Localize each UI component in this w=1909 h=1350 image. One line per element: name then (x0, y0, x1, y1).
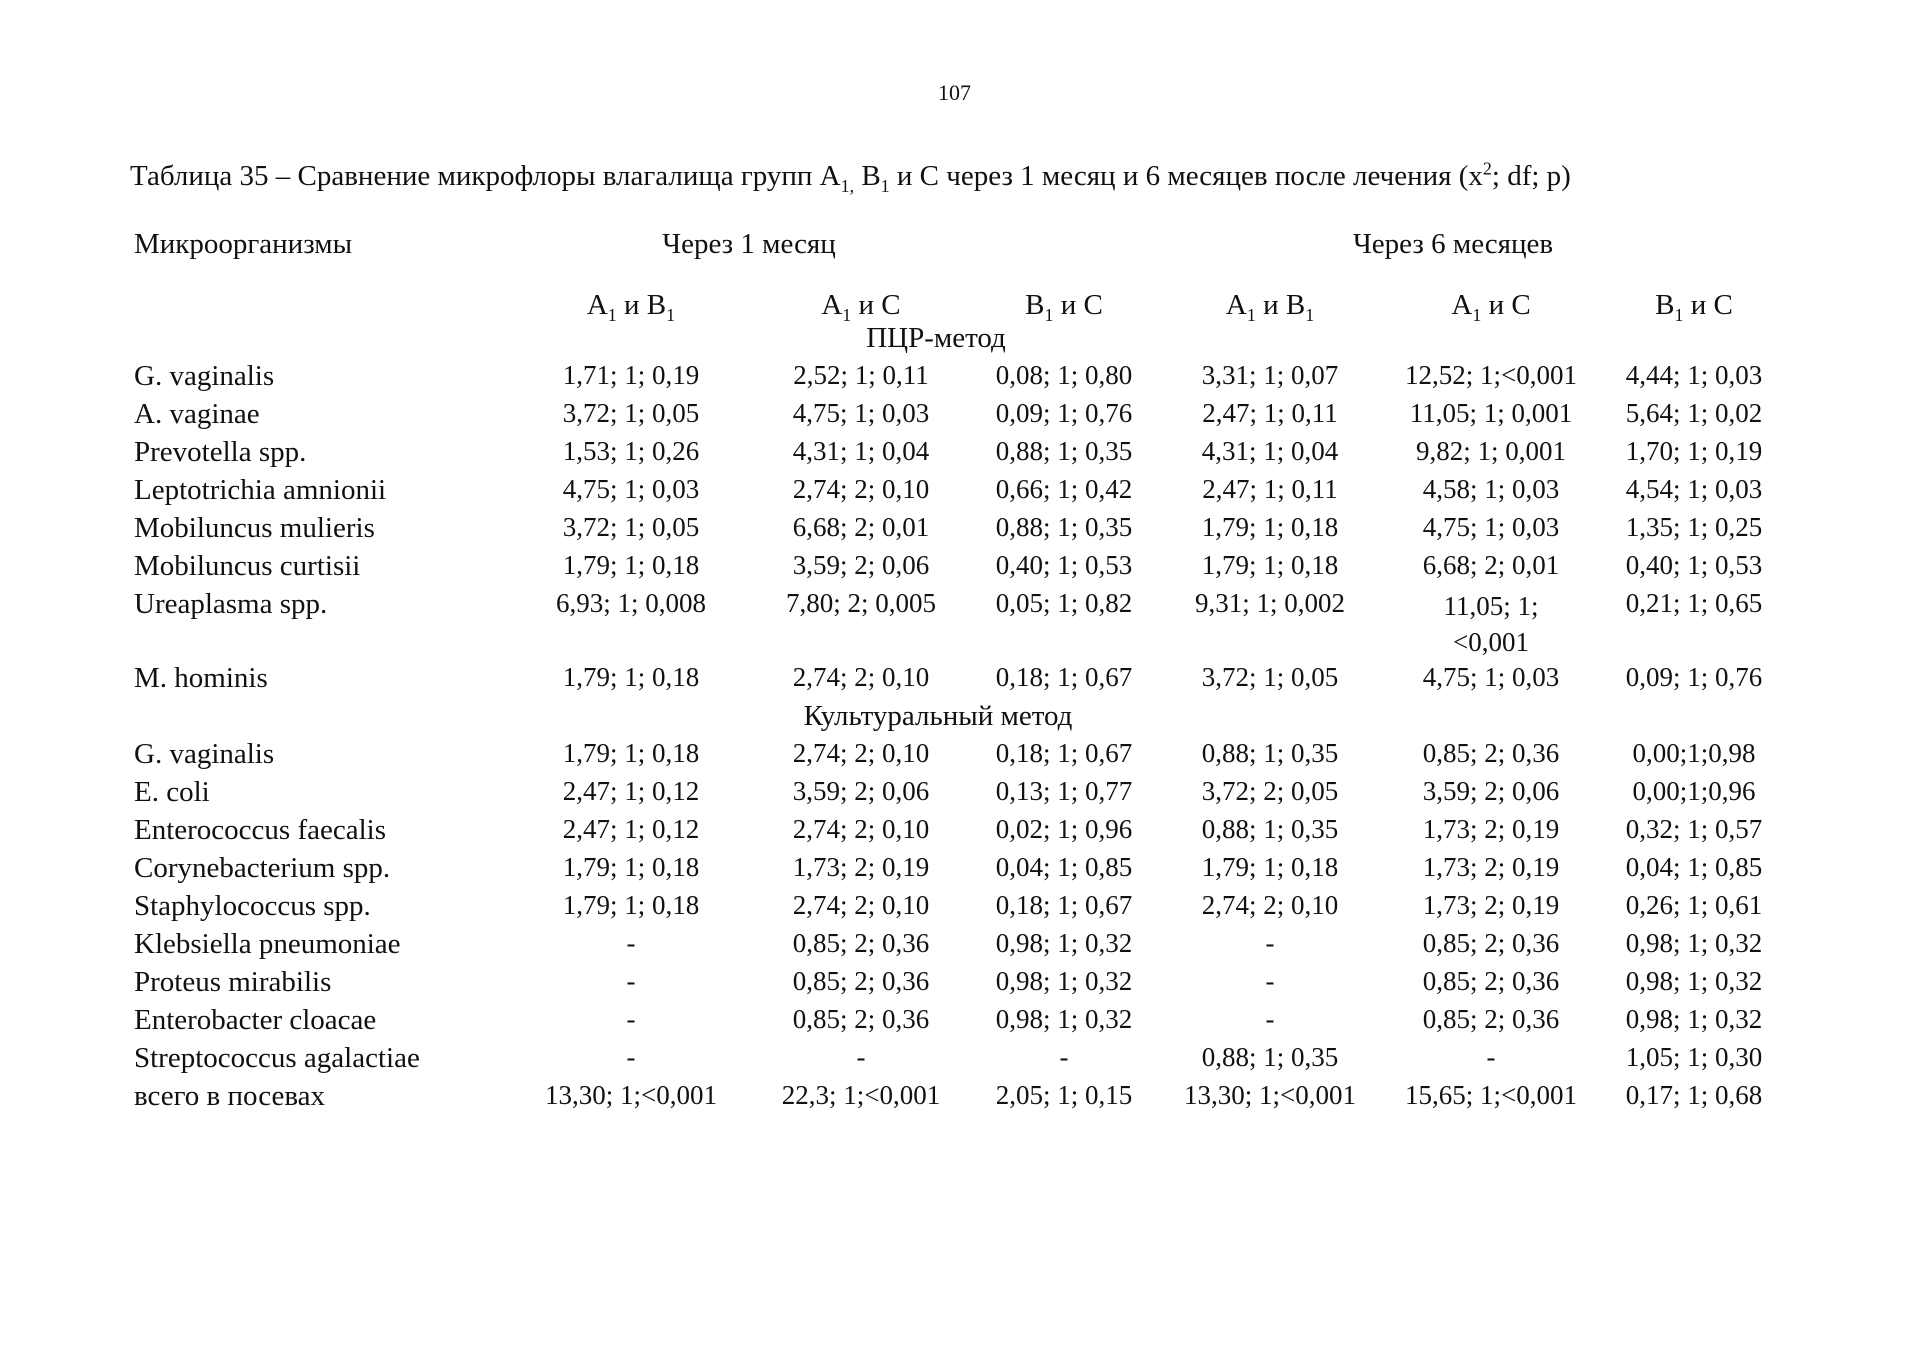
stat-cell: 0,98; 1; 0,32 (995, 928, 1133, 958)
stat-cell: 0,32; 1; 0,57 (1625, 814, 1763, 844)
microorganism-name: Enterobacter cloacae (134, 1004, 377, 1036)
group-header-part: А (1225, 289, 1247, 321)
stat-cell: 1,73; 2; 0,19 (1422, 814, 1560, 844)
stat-cell: 0,98; 1; 0,32 (995, 1004, 1133, 1034)
group-header-part: и В (1255, 289, 1306, 321)
group-header-part: 1 (607, 304, 617, 325)
stat-cell: 1,70; 1; 0,19 (1625, 436, 1763, 466)
stat-cell: 2,52; 1; 0,11 (793, 360, 929, 390)
table-row (134, 928, 1788, 966)
stat-cell: 12,52; 1;<0,001 (1405, 360, 1578, 390)
stat-cell: 0,18; 1; 0,67 (995, 662, 1133, 692)
stat-cell: 1,05; 1; 0,30 (1625, 1042, 1763, 1072)
stat-cell: 4,75; 1; 0,03 (1422, 512, 1560, 542)
group-header-part: 1 (842, 304, 852, 325)
microorganisms-header: Микроорганизмы (134, 228, 353, 260)
stat-cell: 0,09; 1; 0,76 (995, 398, 1133, 428)
stat-cell: 0,98; 1; 0,32 (995, 966, 1133, 996)
stat-cell: 1,79; 1; 0,18 (562, 738, 700, 768)
stat-cell: 4,44; 1; 0,03 (1625, 360, 1763, 390)
stat-cell: 1,73; 2; 0,19 (1422, 852, 1560, 882)
stat-cell: 4,31; 1; 0,04 (1201, 436, 1339, 466)
stat-cell: 1,79; 1; 0,18 (562, 662, 700, 692)
stat-cell: 4,58; 1; 0,03 (1422, 474, 1560, 504)
stat-cell: 0,26; 1; 0,61 (1625, 890, 1763, 920)
stat-cell: 11,05; 1; 0,001 (1409, 398, 1573, 428)
stat-cell: 3,59; 2; 0,06 (792, 776, 930, 806)
microorganism-name: Prevotella spp. (134, 436, 307, 468)
group-header (1600, 286, 1788, 325)
table-caption (130, 158, 1830, 196)
caption-sub-2: 1 (880, 175, 890, 196)
stat-cell: 2,74; 2; 0,10 (792, 814, 930, 844)
table-row (134, 776, 1788, 814)
stat-cell: 4,75; 1; 0,03 (1422, 662, 1560, 692)
group-header (970, 286, 1158, 325)
group-header-blank (134, 286, 510, 322)
stat-cell: 2,47; 1; 0,12 (562, 814, 700, 844)
stat-cell: 0,04; 1; 0,85 (995, 852, 1133, 882)
stat-cell: 3,59; 2; 0,06 (1422, 776, 1560, 806)
stat-cell: 0,88; 1; 0,35 (1201, 1042, 1339, 1072)
stat-cell: 0,98; 1; 0,32 (1625, 1004, 1763, 1034)
group-header-part: А (821, 289, 843, 321)
stat-cell: 0,85; 2; 0,36 (792, 966, 930, 996)
stat-cell: 22,3; 1;<0,001 (781, 1080, 941, 1110)
culture-method-section-label: Культуральный метод (803, 700, 1073, 732)
stat-cell: - (1265, 1004, 1275, 1034)
group-header-part: и С (851, 289, 901, 321)
stat-cell: 6,93; 1; 0,008 (555, 588, 706, 618)
stat-cell: 0,40; 1; 0,53 (1625, 550, 1763, 580)
stat-cell: 0,98; 1; 0,32 (1625, 966, 1763, 996)
stat-cell: 0,85; 2; 0,36 (792, 1004, 930, 1034)
group-header-row (134, 286, 1788, 322)
stat-cell: 7,80; 2; 0,005 (785, 588, 936, 618)
group-header-part: и В (616, 289, 667, 321)
comparison-table (134, 228, 1788, 1118)
stat-cell: 0,18; 1; 0,67 (995, 890, 1133, 920)
caption-mid-1: В (854, 160, 881, 192)
microorganism-name: Ureaplasma spp. (134, 588, 328, 620)
table-row (134, 814, 1788, 852)
group-header (1158, 286, 1382, 325)
caption-prefix: Таблица 35 – Сравнение микрофлоры влагалища групп А (130, 160, 841, 192)
stat-cell: 0,04; 1; 0,85 (1625, 852, 1763, 882)
stat-cell: 0,85; 2; 0,36 (1422, 738, 1560, 768)
microorganism-name: Staphylococcus spp. (134, 890, 371, 922)
microorganism-name: Mobiluncus curtisii (134, 550, 361, 582)
stat-cell: 3,72; 2; 0,05 (1201, 776, 1339, 806)
microorganism-name: E. coli (134, 776, 210, 808)
stat-cell: 0,02; 1; 0,96 (995, 814, 1133, 844)
stat-cell: 2,47; 1; 0,12 (562, 776, 700, 806)
stat-cell: 0,88; 1; 0,35 (995, 436, 1133, 466)
group-header-part: и С (1481, 289, 1531, 321)
stat-cell: 0,13; 1; 0,77 (995, 776, 1133, 806)
microorganism-name: M. hominis (134, 662, 268, 694)
microorganism-name: Proteus mirabilis (134, 966, 332, 998)
stat-cell: 0,00;1;0,98 (1632, 738, 1756, 768)
stat-cell: 0,85; 2; 0,36 (1422, 966, 1560, 996)
group-header (752, 286, 970, 325)
period-header-row (134, 228, 1788, 286)
pcr-method-section (134, 322, 1788, 360)
microorganism-name: Corynebacterium spp. (134, 852, 391, 884)
microorganism-name: Streptococcus agalactiae (134, 1042, 420, 1074)
stat-cell: 0,40; 1; 0,53 (995, 550, 1133, 580)
table-row (134, 360, 1788, 398)
caption-suffix: ; df; p) (1491, 160, 1571, 192)
table-row (134, 1042, 1788, 1080)
stat-cell: - (1265, 928, 1275, 958)
stat-cell: 3,31; 1; 0,07 (1201, 360, 1339, 390)
stat-cell: 1,71; 1; 0,19 (562, 360, 700, 390)
page-number: 107 (938, 80, 971, 105)
stat-cell: 0,88; 1; 0,35 (995, 512, 1133, 542)
stat-cell: 0,85; 2; 0,36 (792, 928, 930, 958)
group-header-part: 1 (1674, 304, 1684, 325)
table-row (134, 436, 1788, 474)
table-row (134, 890, 1788, 928)
group-header-part: и С (1053, 289, 1103, 321)
stat-cell: 3,72; 1; 0,05 (562, 398, 700, 428)
stat-cell: 2,74; 2; 0,10 (1201, 890, 1339, 920)
stat-cell: 15,65; 1;<0,001 (1405, 1080, 1578, 1110)
caption-mid-2: и С через 1 месяц и 6 месяцев после лечения (х (889, 160, 1483, 192)
stat-cell: 2,74; 2; 0,10 (792, 890, 930, 920)
stat-cell: 9,82; 1; 0,001 (1416, 436, 1567, 466)
period-1-month-header: Через 1 месяц (662, 228, 836, 260)
stat-cell: 2,74; 2; 0,10 (792, 474, 930, 504)
period-6-months-header: Через 6 месяцев (1352, 228, 1554, 260)
microorganism-name: G. vaginalis (134, 738, 275, 770)
microorganism-name: A. vaginae (134, 398, 260, 430)
microorganism-name: Klebsiella pneumoniae (134, 928, 401, 960)
stat-cell: - (626, 1042, 636, 1072)
table-row (134, 474, 1788, 512)
stat-cell: 6,68; 2; 0,01 (792, 512, 930, 542)
stat-cell: 0,00;1;0,96 (1632, 776, 1756, 806)
stat-cell: 2,74; 2; 0,10 (792, 738, 930, 768)
group-header (1382, 286, 1600, 325)
group-header-part: В (1025, 289, 1045, 321)
stat-cell: 3,72; 1; 0,05 (562, 512, 700, 542)
table-row (134, 512, 1788, 550)
stat-cell: - (856, 1042, 866, 1072)
stat-cell: 0,08; 1; 0,80 (995, 360, 1133, 390)
stat-cell: 4,75; 1; 0,03 (562, 474, 700, 504)
stat-cell: - (626, 1004, 636, 1034)
stat-cell: 2,74; 2; 0,10 (792, 662, 930, 692)
table-row (134, 1080, 1788, 1118)
stat-cell: 4,31; 1; 0,04 (792, 436, 930, 466)
stat-cell: 0,66; 1; 0,42 (995, 474, 1133, 504)
stat-cell: 0,85; 2; 0,36 (1422, 928, 1560, 958)
microorganism-name: G. vaginalis (134, 360, 275, 392)
stat-cell: 4,75; 1; 0,03 (792, 398, 930, 428)
stat-cell: 0,85; 2; 0,36 (1422, 1004, 1560, 1034)
microorganism-name: всего в посевах (134, 1080, 326, 1112)
stat-cell: - (626, 966, 636, 996)
table-row (134, 398, 1788, 436)
stat-cell: 13,30; 1;<0,001 (1184, 1080, 1357, 1110)
stat-cell: 1,79; 1; 0,18 (562, 890, 700, 920)
table-row (134, 550, 1788, 588)
stat-cell: 9,31; 1; 0,002 (1195, 588, 1346, 618)
stat-cell: 1,79; 1; 0,18 (1201, 852, 1339, 882)
stat-cell: 0,05; 1; 0,82 (995, 588, 1133, 618)
stat-cell: 6,68; 2; 0,01 (1422, 550, 1560, 580)
group-header-part: и С (1683, 289, 1733, 321)
table-row (134, 662, 1788, 700)
stat-cell: 0,98; 1; 0,32 (1625, 928, 1763, 958)
microorganism-name: Mobiluncus mulieris (134, 512, 375, 544)
group-header (510, 286, 752, 325)
stat-cell: 1,79; 1; 0,18 (562, 550, 700, 580)
table-row (134, 852, 1788, 890)
stat-cell: 1,79; 1; 0,18 (1201, 550, 1339, 580)
stat-cell: 1,73; 2; 0,19 (1422, 890, 1560, 920)
microorganism-name: Enterococcus faecalis (134, 814, 386, 846)
caption-sub-1: 1, (840, 175, 855, 196)
stat-cell: 2,47; 1; 0,11 (1202, 398, 1338, 428)
table-row (134, 966, 1788, 1004)
stat-cell: - (1059, 1042, 1069, 1072)
stat-cell: 2,05; 1; 0,15 (995, 1080, 1133, 1110)
stat-cell: 5,64; 1; 0,02 (1625, 398, 1763, 428)
group-header-part: 1 (1305, 304, 1315, 325)
table-row (134, 1004, 1788, 1042)
culture-method-section (134, 700, 1788, 738)
stat-cell: 0,09; 1; 0,76 (1625, 662, 1763, 692)
group-header-part: 1 (1246, 304, 1256, 325)
table-row (134, 738, 1788, 776)
stat-cell: 3,59; 2; 0,06 (792, 550, 930, 580)
caption-sup: 2 (1482, 158, 1492, 179)
group-header-part: В (1655, 289, 1675, 321)
stat-cell: 4,54; 1; 0,03 (1625, 474, 1763, 504)
stat-cell: 3,72; 1; 0,05 (1201, 662, 1339, 692)
stat-cell: 13,30; 1;<0,001 (545, 1080, 717, 1110)
stat-cell: - (1486, 1042, 1496, 1072)
stat-cell-wrapped: 11,05; 1; <0,001 (1443, 591, 1539, 657)
microorganism-name: Leptotrichia amnionii (134, 474, 387, 506)
pcr-method-section-label: ПЦР-метод (866, 322, 1006, 354)
stat-cell: 0,21; 1; 0,65 (1625, 588, 1763, 618)
stat-cell: 0,18; 1; 0,67 (995, 738, 1133, 768)
stat-cell: - (1265, 966, 1275, 996)
stat-cell: 0,88; 1; 0,35 (1201, 814, 1339, 844)
group-header-part: 1 (666, 304, 676, 325)
stat-cell: 0,17; 1; 0,68 (1625, 1080, 1763, 1110)
stat-cell: 1,79; 1; 0,18 (562, 852, 700, 882)
stat-cell (1382, 588, 1600, 662)
group-header-part: 1 (1472, 304, 1482, 325)
group-header-part: 1 (1044, 304, 1054, 325)
stat-cell: 2,47; 1; 0,11 (1202, 474, 1338, 504)
stat-cell: 1,73; 2; 0,19 (792, 852, 930, 882)
stat-cell: 1,53; 1; 0,26 (562, 436, 700, 466)
group-header-part: А (586, 289, 608, 321)
table-body (134, 322, 1788, 1118)
stat-cell: 1,79; 1; 0,18 (1201, 512, 1339, 542)
table-row (134, 588, 1788, 662)
stat-cell: - (626, 928, 636, 958)
group-header-part: А (1451, 289, 1473, 321)
stat-cell: 0,88; 1; 0,35 (1201, 738, 1339, 768)
stat-cell: 1,35; 1; 0,25 (1625, 512, 1763, 542)
